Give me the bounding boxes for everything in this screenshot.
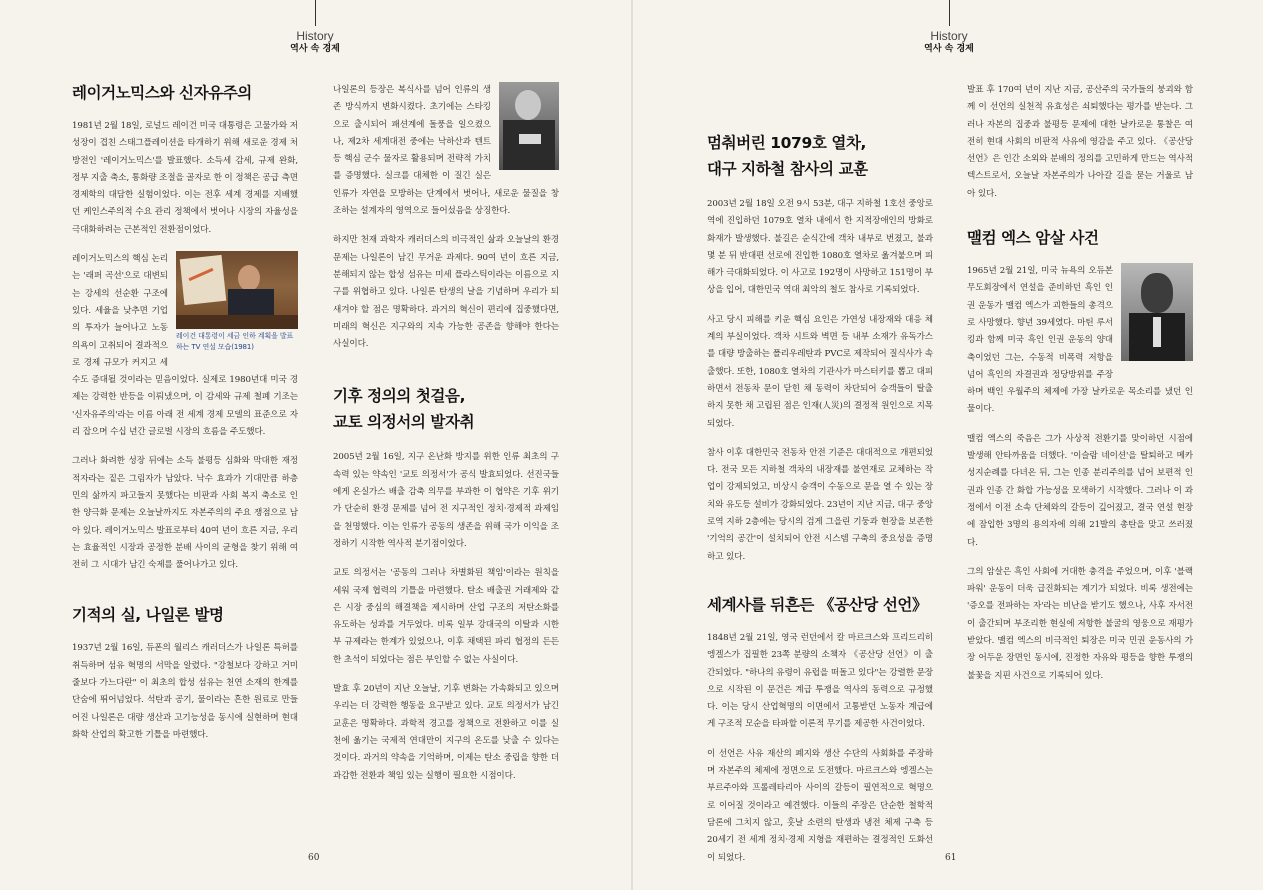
- article-paragraph: 이 선언은 사유 재산의 폐지와 생산 수단의 사회화를 주장하며 자본주의 체제에 정면으로 도전했다. 마르크스와 엥겔스는 부르주아와 프롤레타리아 사이의 갈등이 필연적으로 혁명으로 이어질 것이라고 예견했다. 이들의 주장은 단순한 철학적 담론에 그치지 않고, 훗날 소련의 탄생과 냉전 체제 구축 등 20세기 전 세계 정치·경제 지형을 재편하는 결정적인 도화선이 되었다.: [707, 748, 933, 863]
- running-head-rule: [315, 0, 316, 26]
- article-paragraph: 2005년 2월 16일, 지구 온난화 방지를 위한 인류 최초의 구속력 있는 약속인 '교토 의정서'가 공식 발효되었다. 선진국들에게 온실가스 배출 감축 의무를 부과한 이 협약은 기후 위기가 단순히 환경 문제를 넘어 전 지구적인 정치·경제적 과제임을 천명했다. 이는 인류가 공동의 생존을 위해 국가 이익을 조정하기 시작한 역사적 분기점이었다.: [333, 452, 559, 549]
- article-paragraph: 참사 이후 대한민국 전동차 안전 기준은 대대적으로 개편되었다. 전국 모든 지하철 객차의 내장재를 불연재로 교체하는 작업이 강제되었고, 비상시 승객이 수동으로 문을 열 수 있는 장치와 유도등 설비가 강화되었다. 23년이 지난 지금, 대구 중앙로역 지하 2층에는 당시의 검게 그을린 기둥과 현장을 보존한 '기억의 공간'이 설치되어 안전 시스템 구축의 중요성을 증명하고 있다.: [707, 447, 933, 562]
- malcolm-x-photo: [1121, 263, 1193, 361]
- page-number-left: 60: [308, 853, 320, 863]
- article-paragraph: 2003년 2월 18일 오전 9시 53분, 대구 지하철 1호선 중앙로역에 진입하던 1079호 열차 내에서 한 지적장애인의 방화로 화재가 발생했다. 불길은 순식간에 객차 내부로 번졌고, 불과 몇 분 뒤 반대편 선로에 진입한 1080호 열차로 옮겨붙으며 피해가 극대화되었다. 이 사고로 192명이 사망하고 151명이 부상을 입어, 대한민국 역대 최악의 철도 참사로 기록되었다.: [707, 199, 933, 296]
- article-paragraph: 발효 후 20년이 지난 오늘날, 기후 변화는 가속화되고 있으며 우리는 더 강력한 행동을 요구받고 있다. 교토 의정서가 남긴 교훈은 명확하다. 과학적 경고를 정책으로 전환하고 이를 실천에 옮기는 국제적 연대만이 지구의 온도를 낮출 수 있다는 것이다. 과거의 약속을 기억하며, 이제는 탄소 중립을 향한 더 과감한 전환과 책임 있는 실행이 필요한 시점이다.: [333, 684, 559, 781]
- column-2: [333, 82, 559, 797]
- article-paragraph: 1937년 2월 16일, 듀폰의 월리스 캐러더스가 나일론 특허를 취득하며 섬유 혁명의 서막을 알렸다. "강철보다 강하고 거미줄보다 가느다란" 이 최초의 합성 섬유는 천연 소재의 한계를 단숨에 뛰어넘었다. 석탄과 공기, 물이라는 흔한 원료로 만들어진 나일론은 대량 생산과 고기능성을 동시에 실현하며 현대 화학 산업의 확고한 기틀을 마련했다.: [72, 643, 298, 740]
- figure-reagan: [176, 251, 298, 353]
- article-title-line: 대구 지하철 참사의 교훈: [707, 160, 868, 178]
- article-title-daegu: [707, 130, 933, 182]
- article-paragraph: 1848년 2월 21일, 영국 런던에서 칼 마르크스와 프리드리히 엥겔스가 집필한 23쪽 분량의 소책자 《공산당 선언》이 출간되었다. "하나의 유령이 유럽을 떠돌고 있다"는 강렬한 문장으로 시작된 이 문건은 계급 투쟁을 역사의 동력으로 규정했다. 이는 당시 산업혁명의 이면에서 고통받던 노동자 계급에게 구조적 모순을 타파할 이론적 무기를 제공한 사건이었다.: [707, 632, 933, 730]
- article-title-nylon: 기적의 실, 나일론 발명: [72, 606, 224, 625]
- article-title-reaganomics: 레이거노믹스와 신자유주의: [72, 84, 252, 102]
- article-paragraph: 발표 후 170여 년이 지난 지금, 공산주의 국가들의 붕괴와 함께 이 선언의 실천적 유효성은 쇠퇴했다는 평가를 받는다. 그러나 자본의 집중과 불평등 문제에 대한 날카로운 통찰은 여전히 현대 사회의 비판적 사유에 영감을 주고 있다. 《공산당 선언》은 인간 소외와 분배의 정의를 고민하게 만드는 역사적 텍스트로서, 오늘날 자본주의가 나아갈 길을 묻는 거울로 남아 있다.: [967, 85, 1193, 199]
- article-title-line: 멈춰버린 1079호 열차,: [707, 134, 867, 152]
- running-head-subtitle: 역사 속 경제: [290, 44, 340, 54]
- column-1: [72, 82, 298, 756]
- running-head-right: [889, 0, 1009, 55]
- page-gutter: [631, 0, 633, 890]
- running-head-subtitle: 역사 속 경제: [924, 44, 974, 54]
- article-paragraph: 1965년 2월 21일, 미국 뉴욕의 오듀본 무도회장에서 연설을 준비하던 흑인 인권 운동가 맬컴 엑스가 괴한들의 총격으로 사망했다. 향년 39세였다. 마틴 루서 킹과 함께 미국 흑인 인권 운동의 양대 축이었던 그는, 수동적 비폭력 저항을 넘어 흑인의 자결권과 정당방위를 주장하며 백인 우월주의 체제에 가장 날카로운 목소리를 냈던 인물이다.: [967, 266, 1193, 415]
- running-head-title: History: [930, 29, 968, 43]
- article-paragraph: 사고 당시 피해를 키운 핵심 요인은 가연성 내장재와 대응 체계의 부실이었다. 객차 시트와 벽면 등 내부 소재가 유독가스를 대량 방출하는 폴리우레탄과 PVC로 제작되어 질식사가 속출했다. 또한, 1080호 열차의 기관사가 마스터키를 뽑고 대피하면서 전동차 문이 닫힌 채 동력이 차단되어 승객들이 탈출하지 못한 채 고립된 점은 인재(人災)의 결정적 원인으로 지목되었다.: [707, 314, 933, 429]
- column-4: [967, 82, 1193, 697]
- figure-carothers: [499, 82, 559, 170]
- article-title-malcolm-x: 맬컴 엑스 암살 사건: [967, 229, 1099, 248]
- article-title-kyoto: [333, 383, 559, 435]
- article-paragraph: 그의 암살은 흑인 사회에 거대한 충격을 주었으며, 이후 '블랙 파워' 운동이 더욱 급진화되는 계기가 되었다. 비록 생전에는 '증오를 전파하는 자'라는 비난을 받기도 했으나, 사후 자서전이 출간되며 부조리한 현실에 저항한 불굴의 영웅으로 재평가받았다. 맬컴 엑스의 비극적인 퇴장은 미국 민권 운동사의 가장 어두운 장면인 동시에, 진정한 자유와 평등을 향한 투쟁의 불꽃을 지핀 사건으로 기록되어 있다.: [967, 566, 1193, 681]
- running-head-left: [255, 0, 375, 55]
- running-head-rule: [949, 0, 950, 26]
- article-title-line: 교토 의정서의 발자취: [333, 413, 475, 432]
- article-paragraph: 그러나 화려한 성장 뒤에는 소득 불평등 심화와 막대한 재정 적자라는 짙은 그림자가 남았다. 낙수 효과가 기대만큼 하층민의 삶까지 파고들지 못했다는 비판과 사회 복지 축소로 인한 양극화 문제는 오늘날까지도 자본주의의 주요 쟁점으로 남아 있다. 레이거노믹스 발표로부터 40여 년이 흐른 지금, 우리는 효율적인 시장과 공정한 분배 사이의 균형을 찾기 위해 여전히 그 시대가 남긴 숙제를 풀어나가고 있다.: [72, 456, 298, 571]
- figure-caption: 레이건 대통령이 세금 인하 계획을 발표하는 TV 연설 모습(1981): [176, 332, 294, 352]
- article-paragraph: 나일론의 등장은 복식사를 넘어 인류의 생존 방식까지 변화시켰다. 초기에는 스타킹으로 출시되어 패션계에 돌풍을 일으켰으나, 제2차 세계대전 중에는 낙하산과 텐트 등 핵심 군수 물자로 활용되며 전략적 가치를 증명했다. 실크를 대체한 이 질긴 실은 인류가 자연을 모방하는 단계에서 벗어나, 새로운 물질을 창조하는 설계자의 영역으로 들어섰음을 상징한다.: [333, 85, 559, 217]
- article-paragraph: 교토 의정서는 '공동의 그러나 차별화된 책임'이라는 원칙을 세워 국제 협력의 기틀을 마련했다. 탄소 배출권 거래제와 같은 시장 중심의 해결책을 제시하며 산업 구조의 저탄소화를 유도하는 성과를 거두었다. 비록 일부 강대국의 이탈과 시한부 규제라는 한계가 있었으나, 이후 채택된 파리 협정의 든든한 초석이 되었다는 점은 부인할 수 없는 사실이다.: [333, 568, 559, 665]
- reagan-photo: [176, 251, 298, 329]
- article-paragraph: 1981년 2월 18일, 로널드 레이건 미국 대통령은 고물가와 저성장이 겹친 스태그플레이션을 타개하기 위해 새로운 경제 처방전인 '레이거노믹스'를 발표했다. 소득세 감세, 규제 완화, 정부 지출 축소, 통화량 조절을 골자로 한 이 정책은 공급 측면 경제학의 대담한 실험이었다. 이는 전후 세계 경제를 지배했던 케인스주의적 수요 관리 정책에서 벗어나 시장의 자율성을 극대화하려는 근본적인 전환점이었다.: [72, 121, 298, 235]
- article-paragraph: 레이거노믹스의 핵심 논리는 '래퍼 곡선'으로 대변되는 강세의 선순환 구조에 있다. 세율을 낮추면 기업의 투자가 늘어나고 노동 의욕이 고취되어 결과적으로 경제 규모가 커지고 세수도 증대될 것이라는 믿음이었다. 실제로 1980년대 미국 경제는 강력한 반등을 이뤄냈으며, 이 감세와 규제 철폐 기조는 '신자유주의'라는 이름 아래 전 세계 경제 모델의 표준으로 자리 잡으며 수십 년간 글로벌 시장의 흐름을 주도했다.: [72, 254, 298, 438]
- article-paragraph: 하지만 천재 과학자 캐러더스의 비극적인 삶과 오늘날의 환경 문제는 나일론이 남긴 무거운 과제다. 90여 년이 흐른 지금, 분해되지 않는 합성 섬유는 미세 플라스틱이라는 이름으로 지구를 위협하고 있다. 나일론 탄생의 날을 기념하며 우리가 되새겨야 할 점은 명확하다. 과거의 혁신이 편리에 집중했다면, 미래의 혁신은 지구와의 지속 가능한 공존을 향해야 한다는 사실이다.: [333, 235, 559, 350]
- figure-malcolm-x: [1121, 263, 1193, 361]
- article-paragraph: 맬컴 엑스의 죽음은 그가 사상적 전환기를 맞이하던 시점에 발생해 안타까움을 더했다. '이슬람 네이션'을 탈퇴하고 메카 성지순례를 다녀온 뒤, 그는 인종 분리주의를 넘어 보편적 인권과 인종 간 화합 가능성을 모색하기 시작했다. 그러나 이 과정에서 이전 소속 단체와의 갈등이 깊어졌고, 결국 연설 현장에 잠입한 3명의 용의자에 의해 21발의 총탄을 맞고 쓰러졌다.: [967, 433, 1193, 548]
- column-3: [707, 130, 933, 879]
- article-title-line: 기후 정의의 첫걸음,: [333, 387, 466, 406]
- page-number-right: 61: [945, 853, 957, 863]
- running-head-title: History: [296, 29, 334, 43]
- carothers-photo: [499, 82, 559, 170]
- article-title-manifesto: 세계사를 뒤흔든 《공산당 선언》: [707, 595, 928, 614]
